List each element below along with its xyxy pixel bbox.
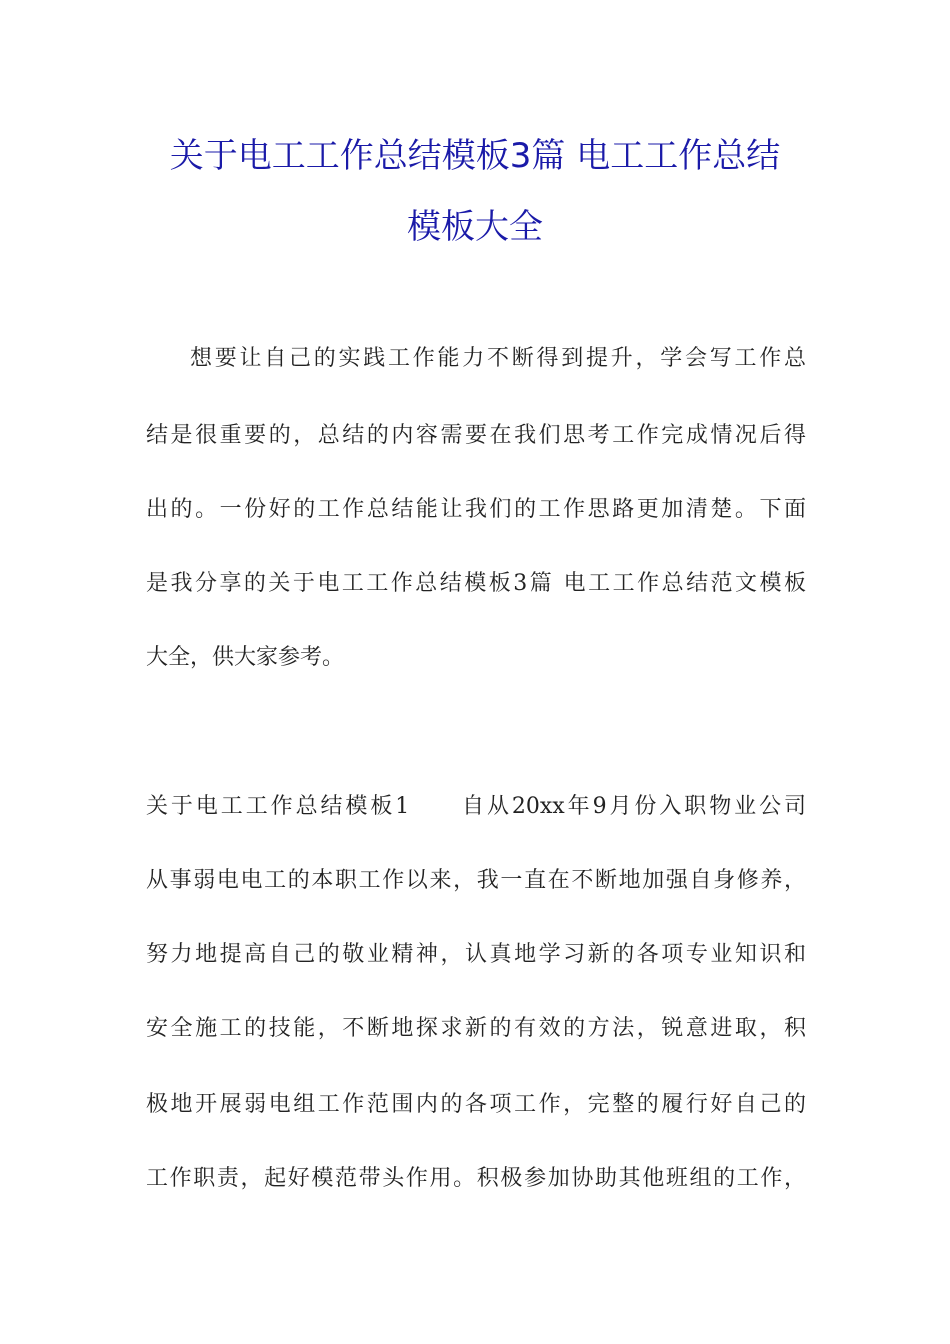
section-1-line-4: 安全施工的技能，不断地探求新的有效的方法，锐意进取，积 [146, 1016, 806, 1041]
intro-line-5: 大全，供大家参考。 [146, 645, 345, 670]
document-title-line-2: 模板大全 [407, 207, 543, 247]
section-1-line-3: 努力地提高自己的敬业精神，认真地学习新的各项专业知识和 [146, 942, 806, 967]
section-1-line-6: 工作职责，起好模范带头作用。积极参加协助其他班组的工作， [146, 1166, 806, 1191]
section-1-line-2: 从事弱电电工的本职工作以来，我一直在不断地加强自身修养， [146, 868, 806, 893]
section-1-line-1: 关于电工工作总结模板1 自从20xx年9月份入职物业公司 [146, 794, 806, 819]
section-1-line-5: 极地开展弱电组工作范围内的各项工作，完整的履行好自己的 [146, 1092, 806, 1117]
intro-line-3: 出的。一份好的工作总结能让我们的工作思路更加清楚。下面 [146, 497, 806, 522]
document-title-line-1: 关于电工工作总结模板3篇 电工工作总结 [169, 136, 781, 176]
intro-line-1: 想要让自己的实践工作能力不断得到提升，学会写工作总 [190, 346, 806, 371]
intro-line-2: 结是很重要的，总结的内容需要在我们思考工作完成情况后得 [146, 423, 806, 448]
intro-line-4: 是我分享的关于电工工作总结模板3篇 电工工作总结范文模板 [146, 571, 806, 596]
